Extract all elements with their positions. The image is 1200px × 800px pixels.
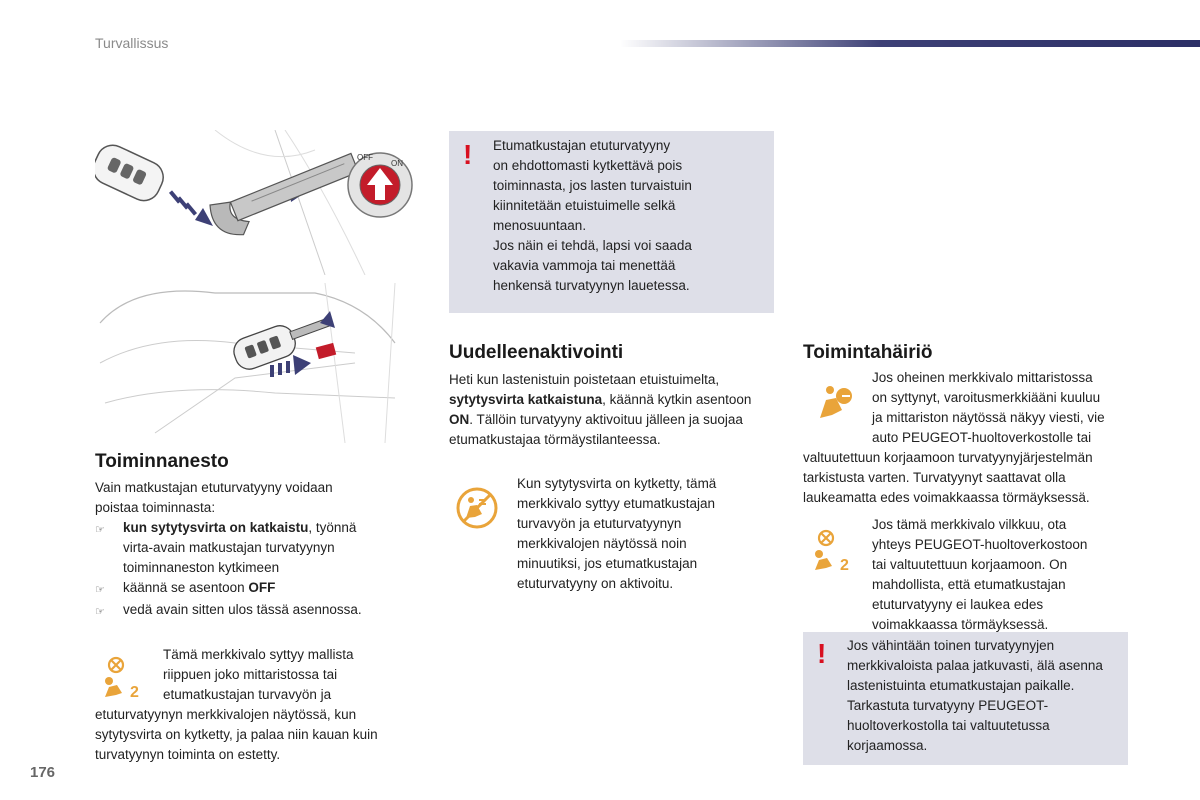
note-line: riippuen joko mittaristossa tai bbox=[163, 667, 338, 682]
note-line: sytytysvirta on kytketty, ja palaa niin kauan kuin bbox=[95, 727, 378, 742]
airbag-off-icon-blinking bbox=[810, 528, 860, 573]
deactivation-intro bbox=[95, 478, 435, 518]
malfunction-line: mahdollista, että etumatkustajan bbox=[872, 577, 1066, 592]
reactivation-line: Heti kun lastenistuin poistetaan etuistuimelta, bbox=[449, 372, 720, 387]
section-heading-reactivation: Uudelleenaktivointi bbox=[449, 342, 624, 363]
note-line: turvavyön ja etuturvatyynyn bbox=[517, 516, 682, 531]
key-switch-illustration bbox=[95, 130, 415, 275]
warning-box-rear-facing-seat bbox=[449, 131, 774, 313]
deactivation-steps bbox=[95, 518, 435, 622]
warning-line: kiinnitetään etuistuimelle selkä bbox=[493, 198, 676, 213]
malfunction-line: on syttynyt, varoitusmerkkiääni kuuluu bbox=[872, 390, 1101, 405]
note-line: minuutiksi, jos etumatkustajan bbox=[517, 556, 698, 571]
step-pre: käännä se asentoon bbox=[123, 580, 249, 595]
warning-line: merkkivaloista palaa jatkuvasti, älä asenna bbox=[847, 658, 1103, 673]
step-line: virta-avain matkustajan turvatyynyn bbox=[123, 540, 335, 555]
note-line: Tämä merkkivalo syttyy mallista bbox=[163, 647, 354, 662]
note-line: etuturvatyynyn merkkivalojen näytössä, kun bbox=[95, 707, 357, 722]
key-in-dashboard-illustration bbox=[95, 283, 415, 443]
warning-line: vakavia vammoja tai menettää bbox=[493, 258, 676, 273]
step-item bbox=[95, 600, 435, 622]
reactivation-bold: sytytysvirta katkaistuna bbox=[449, 392, 603, 407]
switch-on-label: ON bbox=[391, 159, 403, 168]
warning-text bbox=[847, 636, 1125, 756]
page-number: 176 bbox=[30, 764, 56, 781]
malfunction-text-indented bbox=[872, 368, 1142, 448]
malfunction-line: auto PEUGEOT-huoltoverkostolle tai bbox=[872, 430, 1092, 445]
malfunction-text-full bbox=[803, 448, 1153, 508]
section-heading-deactivation: Toiminnanesto bbox=[95, 451, 229, 472]
step-text: vedä avain sitten ulos tässä asennossa. bbox=[123, 602, 362, 617]
pointing-hand-icon: ☞ bbox=[95, 606, 105, 618]
malfunction-line: Jos oheinen merkkivalo mittaristossa bbox=[872, 370, 1093, 385]
warning-line: lastenistuinta etumatkustajan paikalle. bbox=[847, 678, 1075, 693]
note-line: merkkivalojen näytössä noin bbox=[517, 536, 687, 551]
airbag-off-icon bbox=[100, 655, 150, 700]
running-header: Turvallissus bbox=[95, 35, 169, 51]
warning-line: Etumatkustajan etuturvatyyny bbox=[493, 138, 671, 153]
warning-exclamation-icon: ! bbox=[463, 139, 473, 170]
warning-line: Tarkastuta turvatyyny PEUGEOT- bbox=[847, 698, 1049, 713]
malfunction-line: valtuutettuun korjaamoon turvatyynyjärjestelmän bbox=[803, 450, 1093, 465]
warning-line: on ehdottomasti kytkettävä pois bbox=[493, 158, 683, 173]
switch-off-label: OFF bbox=[357, 153, 373, 162]
warning-line: huoltoverkostolla tai valtuutetussa bbox=[847, 718, 1050, 733]
svg-text:2: 2 bbox=[130, 684, 139, 700]
note-line: etuturvatyyny on aktivoitu. bbox=[517, 576, 674, 591]
warning-box-airbag-lamp bbox=[803, 632, 1128, 765]
key-switch-drawing bbox=[95, 130, 415, 275]
step-text bbox=[123, 518, 356, 578]
note-line: etumatkustajan turvavyön ja bbox=[163, 687, 332, 702]
malfunction-line: voimakkaassa törmäyksessä. bbox=[872, 617, 1049, 632]
warning-line: henkensä turvatyynyn lauetessa. bbox=[493, 278, 690, 293]
reactivation-line bbox=[449, 410, 784, 430]
malfunction-line: tai valtuutettuun korjaamoon. On bbox=[872, 557, 1068, 572]
deactivation-note-full bbox=[95, 705, 440, 765]
reactivation-line bbox=[449, 390, 784, 410]
step-text bbox=[123, 578, 275, 600]
malfunction-line: laukeamatta edes voimakkaassa törmäyksessä. bbox=[803, 490, 1090, 505]
reactivation-bold: ON bbox=[449, 412, 470, 427]
airbag-fault-icon bbox=[812, 380, 856, 424]
note-line: Kun sytytysvirta on kytketty, tämä bbox=[517, 476, 717, 491]
section-heading-malfunction: Toimintahäiriö bbox=[803, 342, 933, 363]
reactivation-rest: . Tällöin turvatyyny aktivoituu jälleen ja suojaa bbox=[469, 412, 743, 427]
svg-text:2: 2 bbox=[840, 557, 849, 573]
warning-line: Jos vähintään toinen turvatyynyjen bbox=[847, 638, 1055, 653]
malfunction-line: yhteys PEUGEOT-huoltoverkostoon bbox=[872, 537, 1088, 552]
step-item bbox=[95, 518, 435, 578]
pointing-hand-icon: ☞ bbox=[95, 584, 105, 596]
warning-exclamation-icon: ! bbox=[817, 638, 827, 669]
warning-line: menosuuntaan. bbox=[493, 218, 587, 233]
warning-line: Jos näin ei tehdä, lapsi voi saada bbox=[493, 238, 692, 253]
malfunction-line: Jos tämä merkkivalo vilkkuu, ota bbox=[872, 517, 1067, 532]
note-line: merkkivalo syttyy etumatkustajan bbox=[517, 496, 716, 511]
airbag-on-icon bbox=[455, 486, 499, 530]
step-bold: kun sytytysvirta on katkaistu bbox=[123, 520, 309, 535]
dashboard-drawing bbox=[95, 283, 415, 443]
warning-line: korjaamossa. bbox=[847, 738, 928, 753]
reactivation-line: etumatkustajaa törmäystilanteessa. bbox=[449, 432, 661, 447]
deactivation-note-indented bbox=[163, 645, 433, 705]
pointing-hand-icon: ☞ bbox=[95, 524, 105, 536]
step-item bbox=[95, 578, 435, 600]
malfunction-line: tarkistusta varten. Turvatyynyt saattavat olla bbox=[803, 470, 1066, 485]
header-decorative-bar bbox=[620, 40, 1200, 47]
step-rest: , työnnä bbox=[308, 520, 357, 535]
intro-line: Vain matkustajan etuturvatyyny voidaan bbox=[95, 480, 333, 495]
note-line: turvatyynyn toiminta on estetty. bbox=[95, 747, 281, 762]
step-line: toiminnaneston kytkimeen bbox=[123, 560, 280, 575]
warning-text bbox=[493, 136, 768, 296]
intro-line: poistaa toiminnasta: bbox=[95, 500, 216, 515]
reactivation-rest: , käännä kytkin asentoon bbox=[602, 392, 752, 407]
step-bold: OFF bbox=[248, 580, 276, 595]
warning-line: toiminnasta, jos lasten turvaistuin bbox=[493, 178, 692, 193]
reactivation-note bbox=[517, 474, 777, 594]
malfunction-line: ja mittariston näytössä näkyy viesti, vie bbox=[872, 410, 1105, 425]
reactivation-text bbox=[449, 370, 784, 450]
malfunction-line: etuturvatyyny ei laukea edes bbox=[872, 597, 1044, 612]
malfunction-blink-text bbox=[872, 515, 1142, 635]
